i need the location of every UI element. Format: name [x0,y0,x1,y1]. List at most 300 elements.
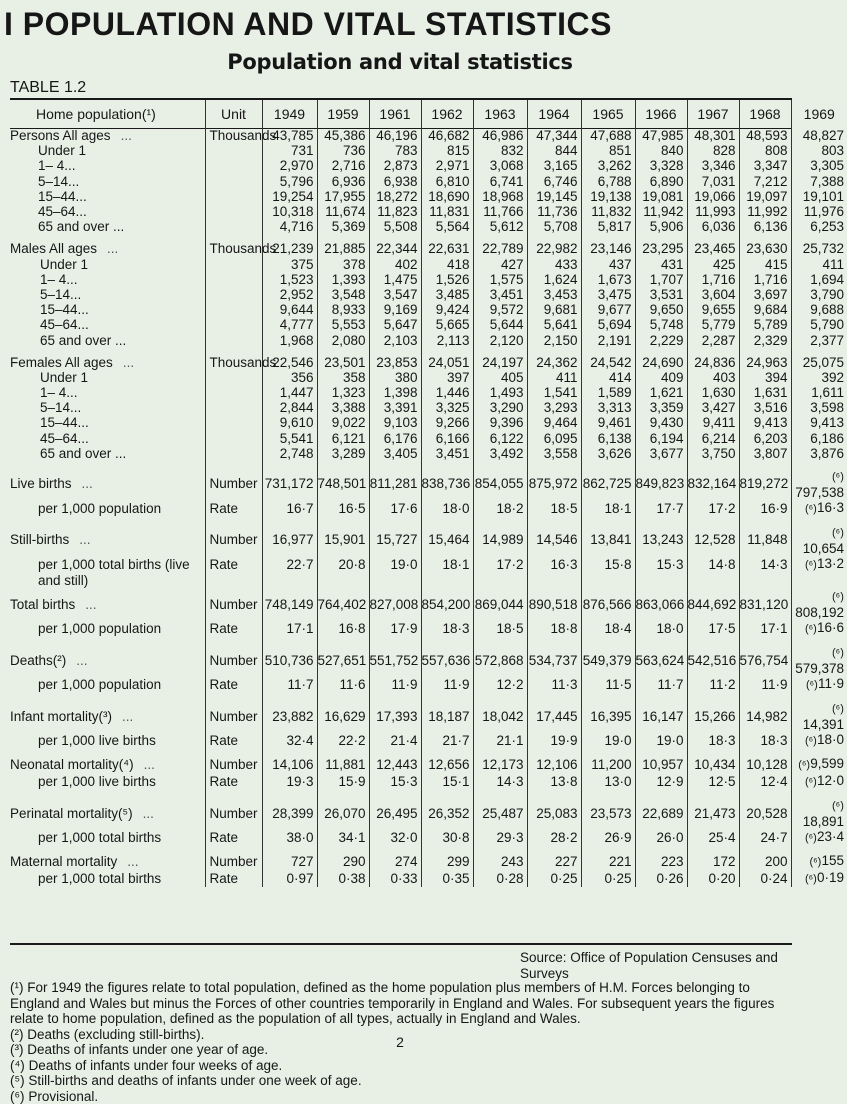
cell-value: 3,604 [702,287,736,302]
cell-value: 3,427 [702,400,736,415]
value-cell [739,773,791,790]
value-cell [687,797,739,829]
footnote-text: Deaths (excluding still-births). [27,1027,204,1042]
row-label: Under 1 [10,370,88,385]
table-row [10,385,847,400]
value-cell [262,644,317,676]
unit-cell [205,204,262,219]
value-cell [581,332,635,347]
value-cell [739,189,791,204]
cell-value: 24,963 [746,355,787,370]
cell-value: 411 [556,370,578,385]
cell-value: 5,790 [810,317,844,332]
table-row [10,128,847,143]
cell-value: 14,989 [482,532,523,547]
value-cell [262,446,317,461]
cell-value: 831,120 [740,597,789,612]
cell-value: 8,933 [332,302,366,317]
row-label: per 1,000 population [10,621,161,636]
value-cell [473,588,527,620]
value-cell [791,287,847,302]
value-cell [317,797,369,829]
cell-value: 17·2 [496,557,523,572]
value-cell [369,332,421,347]
cell-value: 18,272 [376,189,417,204]
cell-value: 3,598 [810,400,844,415]
cell-value: 14,106 [272,757,313,772]
value-cell [581,620,635,637]
value-cell [473,370,527,385]
cell-value: 48,827 [803,128,844,143]
cell-value: 16,395 [590,709,631,724]
cell-value: 25,075 [803,355,844,370]
table-row [10,756,847,773]
leader-dots: ... [127,854,138,869]
value-cell [317,400,369,415]
header-year: 1961 [369,100,421,128]
cell-value: 9,681 [544,302,578,317]
cell-value: 172 [713,854,736,869]
cell-value: 5,612 [490,219,524,234]
footnote [10,1089,780,1104]
cell-value: 28·2 [550,830,577,845]
value-cell [635,257,687,272]
cell-value: 12·2 [496,677,523,692]
row-label: Persons All ages [10,128,111,143]
row-label: per 1,000 total births (live [10,557,190,572]
cell-value: 18·1 [442,557,469,572]
value-cell [791,773,847,790]
value-cell [317,644,369,676]
value-cell [317,241,369,256]
leader-dots: ... [79,532,90,547]
unit-cell: Rate [205,676,262,693]
row-label: 5–14... [10,400,81,415]
value-cell [369,524,421,556]
cell-value: 17·9 [390,621,417,636]
value-cell [473,676,527,693]
unit-cell [205,431,262,446]
table-row [10,853,847,870]
cell-value: 414 [609,370,632,385]
value-cell [473,853,527,870]
cell-value: 2,080 [332,333,366,348]
value-cell [369,174,421,189]
value-cell [421,241,473,256]
value-cell [369,287,421,302]
cell-value: 3,391 [384,400,418,415]
row-label: 5–14... [10,287,81,302]
value-cell [791,620,847,637]
value-cell [581,385,635,400]
unit-cell [205,370,262,385]
cell-value: 14,546 [536,532,577,547]
unit-cell [205,189,262,204]
value-cell [635,272,687,287]
cell-value: 6,936 [332,174,366,189]
value-cell [581,189,635,204]
table-row [10,204,847,219]
value-cell [739,468,791,500]
cell-value: 6,036 [702,219,736,234]
cell-value: 832,164 [688,476,737,491]
value-cell [527,158,581,173]
header-unit: Unit [205,100,262,128]
cell-value: 851 [609,143,632,158]
cell-value: 849,823 [636,476,685,491]
value-cell [262,676,317,693]
cell-value: 11·9 [818,676,844,691]
footnote-text: Still-births and deaths of infants under one week of age. [28,1073,361,1088]
cell-value: 5,541 [280,431,314,446]
value-cell [421,400,473,415]
cell-value: 19·0 [604,733,631,748]
cell-value: 9,599 [810,756,844,771]
value-cell [527,500,581,517]
value-cell [687,370,739,385]
row-label-cell [10,797,205,829]
cell-value: 13,243 [642,532,683,547]
cell-value: 15·8 [604,557,631,572]
table-header-row [10,100,847,128]
unit-cell [205,400,262,415]
value-cell [739,385,791,400]
cell-value: 10,654 [803,541,844,556]
cell-value: 18·0 [817,732,844,747]
value-cell [317,272,369,287]
cell-value: 7,212 [754,174,788,189]
value-cell [791,158,847,173]
header-year: 1959 [317,100,369,128]
value-cell [262,588,317,620]
value-cell [527,870,581,887]
header-year: 1966 [635,100,687,128]
value-cell [687,870,739,887]
value-cell [687,644,739,676]
cell-value: 1,621 [650,385,684,400]
cell-value: 0·97 [286,871,313,886]
cell-value: 10,957 [642,757,683,772]
cell-value: 2,113 [437,333,470,348]
unit-cell: Rate [205,500,262,517]
value-cell [262,189,317,204]
cell-value: 876,566 [583,597,632,612]
value-cell [527,446,581,461]
cell-value: 2,329 [754,333,788,348]
value-cell [369,468,421,500]
cell-value: 748,501 [318,476,367,491]
value-cell [635,676,687,693]
value-cell [527,588,581,620]
cell-value: 14·3 [496,774,523,789]
cell-value: 24,542 [590,355,631,370]
cell-value: 890,518 [529,597,578,612]
cell-value: 2,844 [280,400,314,415]
cell-value: 557,636 [422,653,471,668]
cell-value: 38·0 [286,830,313,845]
value-cell [473,732,527,749]
cell-value: 11,736 [537,204,577,219]
row-label-cell [10,272,205,287]
cell-value: 17·6 [390,501,417,516]
value-cell [739,446,791,461]
value-cell [581,676,635,693]
cell-value: 402 [395,257,418,272]
value-cell [635,500,687,517]
value-cell [262,174,317,189]
cell-value: 3,485 [436,287,470,302]
unit-cell: Rate [205,870,262,887]
value-cell [369,415,421,430]
row-label: 65 and over ... [10,446,126,461]
table-row [10,415,847,430]
cell-value: 2,287 [702,333,736,348]
table-row [10,500,847,517]
cell-value: 11,200 [591,757,631,772]
value-cell [369,870,421,887]
row-label-cell [10,317,205,332]
value-cell [369,317,421,332]
page-number: 2 [0,1034,800,1050]
cell-value: 358 [343,370,366,385]
leader-dots: ... [143,806,154,821]
value-cell [635,556,687,573]
value-cell [369,143,421,158]
cell-value: 863,066 [636,597,685,612]
value-cell [739,756,791,773]
cell-value: 1,393 [332,272,366,287]
value-cell [262,468,317,500]
cell-value: 0·20 [708,871,735,886]
value-cell [317,500,369,517]
cell-value: 411 [822,257,844,272]
cell-value: 11·9 [761,677,787,692]
value-cell [262,773,317,790]
value-cell [527,302,581,317]
value-cell [317,676,369,693]
value-cell [635,756,687,773]
value-cell [739,500,791,517]
value-cell [317,174,369,189]
source-note: Source: Office of Population Censuses and Surveys [520,950,795,982]
cell-value: 5,779 [702,317,736,332]
unit-cell [205,302,262,317]
cell-value: 5,508 [384,219,418,234]
value-cell [473,174,527,189]
cell-value: 854,200 [422,597,471,612]
unit-cell [205,317,262,332]
value-cell [527,287,581,302]
row-label-cell [10,756,205,773]
value-cell [739,332,791,347]
footnote-marker: (²) [10,1027,24,1042]
cell-value: 5,564 [436,219,470,234]
value-cell [527,829,581,846]
value-cell [473,756,527,773]
cell-value: 21,473 [694,806,735,821]
unit-cell: Number [205,644,262,676]
cell-value: 47,344 [536,128,577,143]
value-cell [317,317,369,332]
cell-value: 3,293 [544,400,578,415]
unit-cell: Number [205,853,262,870]
cell-value: 840 [661,143,684,158]
value-cell [262,756,317,773]
header-year: 1963 [473,100,527,128]
value-cell [527,797,581,829]
unit-cell: Thousands [205,355,262,370]
cell-value: 0·19 [817,870,844,885]
row-label-cell [10,700,205,732]
provisional-marker: (⁶) [805,872,817,887]
cell-value: 3,750 [702,446,736,461]
cell-value: 5,708 [544,219,578,234]
cell-value: 1,611 [811,385,844,400]
value-cell [527,431,581,446]
cell-value: 0·24 [760,871,787,886]
value-cell [635,158,687,173]
cell-value: 3,347 [754,158,788,173]
cell-value: 23,882 [272,709,313,724]
cell-value: 11·5 [605,677,631,692]
value-cell [527,332,581,347]
value-cell [473,797,527,829]
cell-value: 15·9 [338,774,365,789]
value-cell [791,588,847,620]
value-cell [635,317,687,332]
table-subtitle: Population and vital statistics [0,50,800,74]
value-cell [791,756,847,773]
value-cell [369,773,421,790]
value-cell [473,189,527,204]
cell-value: 6,788 [598,174,632,189]
value-cell [739,644,791,676]
cell-value: 14,391 [803,717,844,732]
cell-value: 17·1 [760,621,787,636]
unit-cell [205,415,262,430]
value-cell [527,241,581,256]
cell-value: 18·0 [656,621,683,636]
cell-value: 12,173 [482,757,523,772]
value-cell [527,143,581,158]
cell-value: 6,741 [490,174,524,189]
value-cell [262,829,317,846]
value-cell [527,272,581,287]
value-cell [527,174,581,189]
header-year: 1968 [739,100,791,128]
provisional-marker: (⁶) [805,502,817,517]
value-cell [369,797,421,829]
value-cell [739,128,791,143]
cell-value: 844,692 [688,597,737,612]
cell-value: 11,976 [804,204,844,219]
cell-value: 797,538 [795,485,844,500]
cell-value: 22,631 [428,241,469,256]
cell-value: 11,832 [591,204,631,219]
unit-cell: Number [205,588,262,620]
cell-value: 2,873 [384,158,418,173]
cell-value: 748,149 [265,597,314,612]
value-cell [791,143,847,158]
value-cell [581,257,635,272]
cell-value: 25·4 [708,830,735,845]
cell-value: 17,393 [376,709,417,724]
cell-value: 0·25 [550,871,577,886]
cell-value: 4,716 [280,219,314,234]
value-cell [635,302,687,317]
value-cell [317,756,369,773]
cell-value: 9,411 [703,415,736,430]
cell-value: 5,748 [650,317,684,332]
value-cell [421,370,473,385]
cell-value: 26,070 [324,806,365,821]
cell-value: 1,673 [598,272,632,287]
row-label-cell [10,302,205,317]
cell-value: 5,665 [436,317,470,332]
table-row [10,829,847,846]
cell-value: 26·0 [656,830,683,845]
cell-value: 14·3 [760,557,787,572]
cell-value: 9,464 [544,415,578,430]
value-cell [581,773,635,790]
table-row [10,573,847,588]
value-cell [687,829,739,846]
value-cell [791,500,847,517]
cell-value: 13·8 [550,774,577,789]
cell-value: 299 [447,854,470,869]
unit-cell: Rate [205,620,262,637]
cell-value: 0·38 [338,871,365,886]
row-label-cell [10,829,205,846]
value-cell [581,204,635,219]
cell-value: 32·0 [390,830,417,845]
unit-cell [205,573,262,588]
cell-value: 2,716 [332,158,366,173]
value-cell [317,219,369,234]
value-cell [687,853,739,870]
table-row [10,588,847,620]
value-cell [317,573,369,588]
value-cell [739,588,791,620]
value-cell [262,257,317,272]
table-row [10,870,847,887]
value-cell [369,446,421,461]
value-cell [687,676,739,693]
cell-value: 18,042 [482,709,523,724]
value-cell [687,204,739,219]
cell-value: 828 [713,143,736,158]
cell-value: 827,008 [370,597,419,612]
leader-dots: ... [121,128,132,143]
row-label: 1– 4... [10,385,78,400]
value-cell [687,446,739,461]
table-row [10,355,847,370]
value-cell [473,400,527,415]
row-label: Males All ages [10,241,97,256]
table-row [10,143,847,158]
value-cell [687,500,739,517]
row-label-cell [10,204,205,219]
value-cell [581,219,635,234]
unit-cell: Thousands [205,241,262,256]
unit-cell [205,158,262,173]
value-cell [527,732,581,749]
value-cell [791,189,847,204]
bottom-rule [10,943,792,945]
value-cell [791,644,847,676]
value-cell [262,332,317,347]
value-cell [581,355,635,370]
